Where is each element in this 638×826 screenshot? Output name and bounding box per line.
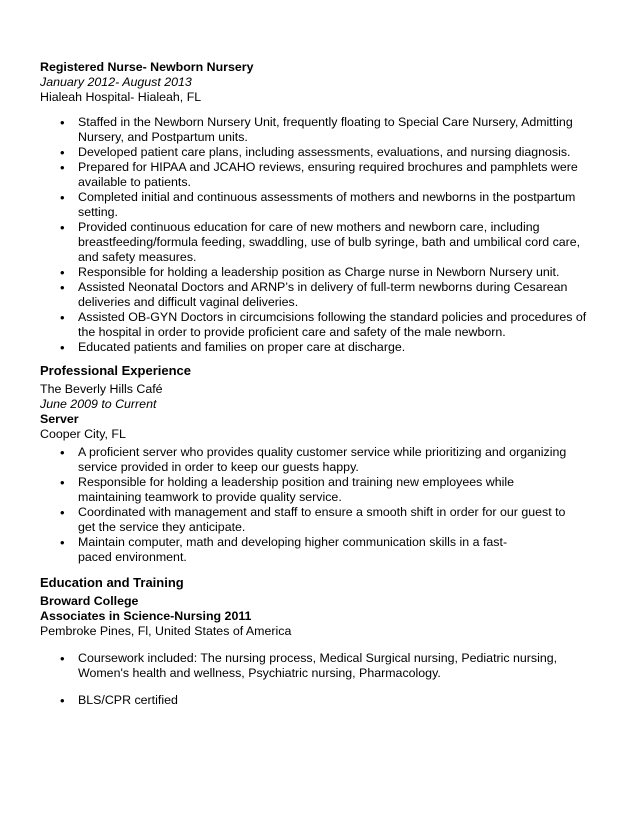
bullet-text-line: • Assisted OB-GYN Doctors in circumcisions following the standard policies and procedures of bbox=[78, 310, 587, 324]
education-school: Broward College bbox=[40, 594, 139, 608]
bullet-item bbox=[40, 310, 600, 340]
bullet-item bbox=[40, 190, 600, 220]
bullet-text-line: service provided in order to keep our guests happy. bbox=[78, 460, 359, 474]
bullet-item bbox=[40, 160, 600, 190]
bullet-text-line: • BLS/CPR certified bbox=[78, 693, 178, 707]
bullet-text-line: • Responsible for holding a leadership position as Charge nurse in Newborn Nursery unit. bbox=[78, 265, 560, 279]
bullet-item bbox=[40, 445, 600, 475]
bullet-text-line: setting. bbox=[78, 205, 118, 219]
bullet-text-line: • Staffed in the Newborn Nursery Unit, frequently floating to Special Care Nursery, Admitting bbox=[78, 115, 573, 129]
bullet-text-line: • Provided continuous education for care of new mothers and newborn care, including bbox=[78, 220, 540, 234]
bullet-text-line: maintaining teamwork to provide quality service. bbox=[78, 490, 342, 504]
bullet-item bbox=[40, 505, 600, 535]
bullet-text-line: • Prepared for HIPAA and JCAHO reviews, ensuring required brochures and pamphlets were bbox=[78, 160, 578, 174]
bullet-text-line: the hospital in order to provide proficient care and safety of the male newborn. bbox=[78, 325, 506, 339]
bullet-text-line: • Completed initial and continuous assessments of mothers and newborns in the postpartum bbox=[78, 190, 576, 204]
education-bullet-list bbox=[40, 651, 600, 708]
bullet-text-line: • Maintain computer, math and developing higher communication skills in a fast- bbox=[78, 535, 508, 549]
bullet-item bbox=[40, 651, 600, 681]
bullet-text-line: • Assisted Neonatal Doctors and ARNP’s in delivery of full-term newborns during Cesarean bbox=[78, 280, 568, 294]
bullet-item bbox=[40, 535, 600, 565]
bullet-item bbox=[40, 220, 600, 265]
experience-bullet-list bbox=[40, 445, 600, 565]
job-title: Registered Nurse- Newborn Nursery bbox=[40, 60, 254, 74]
bullet-text-line: paced environment. bbox=[78, 550, 187, 564]
bullet-text-line: breastfeeding/formula feeding, swaddling, use of bulb syringe, bath and umbilical cord care, bbox=[78, 235, 581, 249]
resume-page bbox=[40, 60, 600, 708]
experience-location: Cooper City, FL bbox=[40, 427, 126, 441]
bullet-text-line: get the service they anticipate. bbox=[78, 520, 246, 534]
bullet-text-line: • Educated patients and families on proper care at discharge. bbox=[78, 340, 406, 354]
section-heading-education: Education and Training bbox=[40, 575, 184, 590]
bullet-text-line: • Coordinated with management and staff to ensure a smooth shift in order for our guest to bbox=[78, 505, 566, 519]
bullet-text-line: deliveries and difficult vaginal deliveries. bbox=[78, 295, 299, 309]
bullet-text-line: • Developed patient care plans, including assessments, evaluations, and nursing diagnosis. bbox=[78, 145, 571, 159]
bullet-item bbox=[40, 475, 600, 505]
bullet-item bbox=[40, 693, 600, 708]
bullet-text-line: available to patients. bbox=[78, 175, 191, 189]
bullet-text-line: • Coursework included: The nursing process, Medical Surgical nursing, Pediatric nursing, bbox=[78, 651, 558, 665]
bullet-text-line: • A proficient server who provides quality customer service while prioritizing and organizing bbox=[78, 445, 567, 459]
bullet-text-line: • Responsible for holding a leadership position and training new employees while bbox=[78, 475, 515, 489]
section-heading-experience: Professional Experience bbox=[40, 363, 192, 378]
education-location: Pembroke Pines, Fl, United States of America bbox=[40, 624, 292, 638]
job-employer: Hialeah Hospital- Hialeah, FL bbox=[40, 90, 202, 104]
experience-employer: The Beverly Hills Café bbox=[40, 382, 163, 396]
experience-dates: June 2009 to Current bbox=[40, 397, 157, 411]
bullet-item bbox=[40, 265, 600, 280]
job-dates: January 2012- August 2013 bbox=[40, 75, 192, 89]
bullet-item bbox=[40, 280, 600, 310]
bullet-text-line: Nursery, and Postpartum units. bbox=[78, 130, 248, 144]
job1-bullet-list bbox=[40, 115, 600, 355]
bullet-item bbox=[40, 115, 600, 145]
bullet-item bbox=[40, 145, 600, 160]
experience-title: Server bbox=[40, 412, 79, 426]
bullet-text-line: and safety measures. bbox=[78, 250, 197, 264]
bullet-text-line: Women's health and wellness, Psychiatric nursing, Pharmacology. bbox=[78, 666, 441, 680]
education-degree: Associates in Science-Nursing 2011 bbox=[40, 609, 252, 623]
bullet-item bbox=[40, 340, 600, 355]
